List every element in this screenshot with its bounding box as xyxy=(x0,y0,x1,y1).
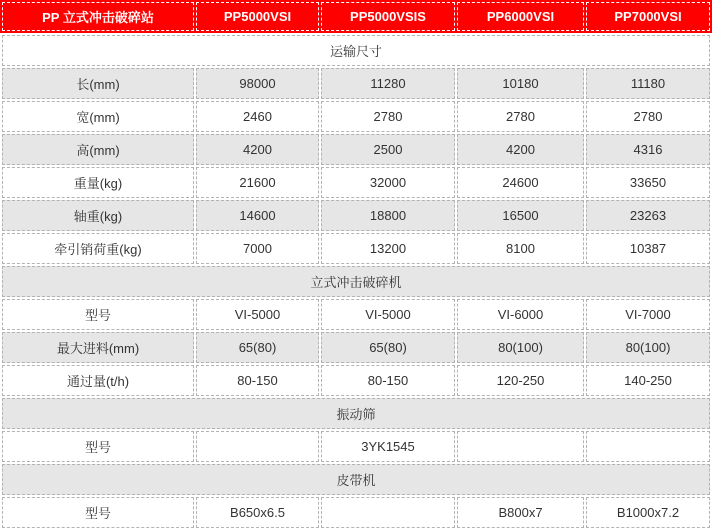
section-row xyxy=(2,464,710,495)
table-body xyxy=(0,35,712,530)
value-cell: 33650 xyxy=(586,167,710,198)
value-cell: 4200 xyxy=(457,134,584,165)
spec-row xyxy=(2,134,710,165)
value-cell: 2780 xyxy=(457,101,584,132)
row-label: 轴重(kg) xyxy=(2,200,194,231)
value-cell: VI-7000 xyxy=(586,299,710,330)
spec-row xyxy=(2,233,710,264)
value-cell: 65(80) xyxy=(196,332,319,363)
value-cell: B650x6.5 xyxy=(196,497,319,528)
spec-row xyxy=(2,68,710,99)
value-cell: 2460 xyxy=(196,101,319,132)
row-label: 型号 xyxy=(2,431,194,462)
value-cell: 11280 xyxy=(321,68,455,99)
row-label: 型号 xyxy=(2,497,194,528)
table-header-row xyxy=(0,0,712,33)
value-cell xyxy=(321,497,455,528)
value-cell: 80(100) xyxy=(586,332,710,363)
spec-row xyxy=(2,299,710,330)
spec-row xyxy=(2,167,710,198)
row-label: 通过量(t/h) xyxy=(2,365,194,396)
value-cell: 10387 xyxy=(586,233,710,264)
value-cell: VI-5000 xyxy=(321,299,455,330)
header-cell-pp6000vsi: PP6000VSI xyxy=(457,2,584,31)
value-cell: 2500 xyxy=(321,134,455,165)
value-cell: 2780 xyxy=(586,101,710,132)
value-cell: 13200 xyxy=(321,233,455,264)
section-title: 立式冲击破碎机 xyxy=(2,266,710,297)
section-row xyxy=(2,35,710,66)
value-cell: 80-150 xyxy=(196,365,319,396)
row-label: 重量(kg) xyxy=(2,167,194,198)
value-cell: 11180 xyxy=(586,68,710,99)
spec-row xyxy=(2,200,710,231)
spec-row xyxy=(2,431,710,462)
value-cell: 4316 xyxy=(586,134,710,165)
header-cell-product: PP 立式冲击破碎站 xyxy=(2,2,194,31)
spec-row xyxy=(2,101,710,132)
value-cell: B1000x7.2 xyxy=(586,497,710,528)
value-cell xyxy=(196,431,319,462)
row-label: 宽(mm) xyxy=(2,101,194,132)
value-cell: 2780 xyxy=(321,101,455,132)
section-title: 皮带机 xyxy=(2,464,710,495)
value-cell: VI-5000 xyxy=(196,299,319,330)
section-row xyxy=(2,266,710,297)
section-title: 运输尺寸 xyxy=(2,35,710,66)
value-cell xyxy=(586,431,710,462)
value-cell: 4200 xyxy=(196,134,319,165)
value-cell: 14600 xyxy=(196,200,319,231)
value-cell: VI-6000 xyxy=(457,299,584,330)
value-cell: 7000 xyxy=(196,233,319,264)
value-cell: 120-250 xyxy=(457,365,584,396)
spec-row xyxy=(2,365,710,396)
header-cell-pp5000vsi: PP5000VSI xyxy=(196,2,319,31)
value-cell: B800x7 xyxy=(457,497,584,528)
section-row xyxy=(2,398,710,429)
row-label: 高(mm) xyxy=(2,134,194,165)
row-label: 牵引销荷重(kg) xyxy=(2,233,194,264)
header-cell-pp7000vsi: PP7000VSI xyxy=(586,2,710,31)
header-cell-pp5000vsis: PP5000VSIS xyxy=(321,2,455,31)
value-cell: 98000 xyxy=(196,68,319,99)
row-label: 长(mm) xyxy=(2,68,194,99)
value-cell: 10180 xyxy=(457,68,584,99)
value-cell: 24600 xyxy=(457,167,584,198)
value-cell xyxy=(457,431,584,462)
value-cell: 32000 xyxy=(321,167,455,198)
row-label: 型号 xyxy=(2,299,194,330)
value-cell: 18800 xyxy=(321,200,455,231)
value-cell: 16500 xyxy=(457,200,584,231)
spec-row xyxy=(2,497,710,528)
value-cell: 65(80) xyxy=(321,332,455,363)
spec-row xyxy=(2,332,710,363)
row-label: 最大进料(mm) xyxy=(2,332,194,363)
value-cell: 80-150 xyxy=(321,365,455,396)
section-title: 振动筛 xyxy=(2,398,710,429)
value-cell: 23263 xyxy=(586,200,710,231)
value-cell: 8100 xyxy=(457,233,584,264)
value-cell: 21600 xyxy=(196,167,319,198)
value-cell: 140-250 xyxy=(586,365,710,396)
value-cell: 3YK1545 xyxy=(321,431,455,462)
value-cell: 80(100) xyxy=(457,332,584,363)
